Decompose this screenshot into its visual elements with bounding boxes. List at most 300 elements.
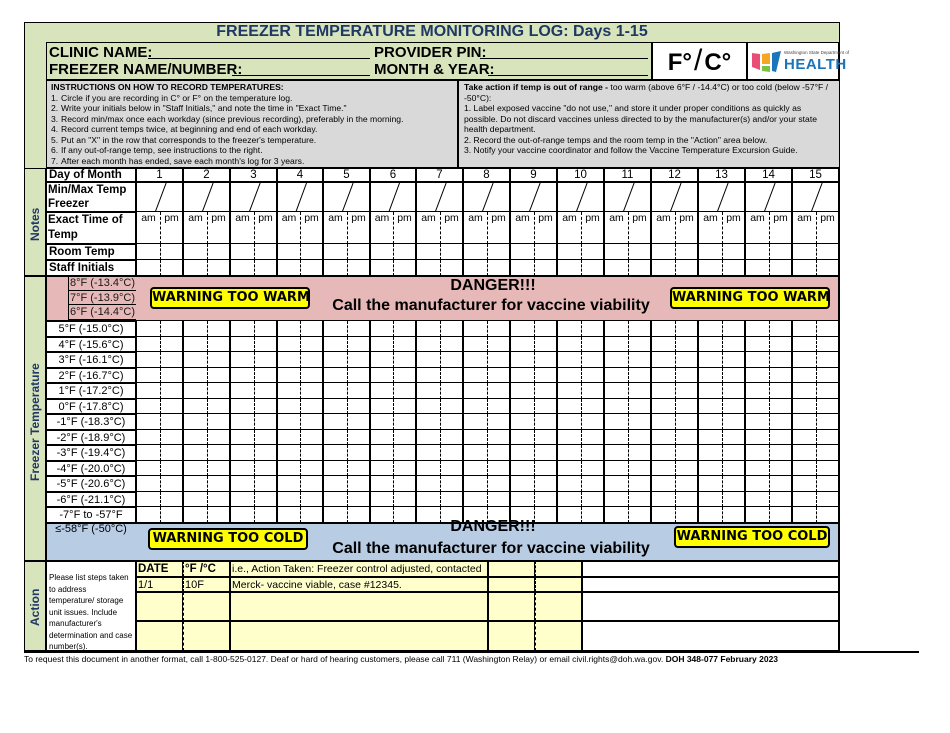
temp-pm-cell[interactable] bbox=[207, 399, 230, 415]
temp-am-cell[interactable] bbox=[510, 492, 534, 508]
temp-am-cell[interactable] bbox=[277, 383, 300, 399]
temp-pm-cell[interactable] bbox=[393, 399, 416, 415]
temp-pm-cell[interactable] bbox=[628, 430, 651, 446]
room-temp-pm-cell[interactable] bbox=[487, 244, 510, 260]
minmax-cell[interactable] bbox=[604, 182, 651, 212]
staff-initials-pm-cell[interactable] bbox=[628, 260, 651, 276]
temp-pm-cell[interactable] bbox=[816, 445, 839, 461]
action-cell[interactable] bbox=[535, 577, 582, 592]
temp-pm-cell[interactable] bbox=[207, 414, 230, 430]
clinic-name-field[interactable] bbox=[148, 58, 370, 59]
temp-pm-cell[interactable] bbox=[487, 352, 510, 368]
temp-am-cell[interactable] bbox=[463, 445, 487, 461]
temp-pm-cell[interactable] bbox=[300, 399, 323, 415]
temp-am-cell[interactable] bbox=[370, 414, 393, 430]
staff-initials-pm-cell[interactable] bbox=[347, 260, 370, 276]
room-temp-pm-cell[interactable] bbox=[534, 244, 557, 260]
temp-am-cell[interactable] bbox=[557, 383, 581, 399]
temp-am-cell[interactable] bbox=[230, 492, 254, 508]
temp-am-cell[interactable] bbox=[698, 507, 722, 523]
temp-pm-cell[interactable] bbox=[393, 352, 416, 368]
room-temp-am-cell[interactable] bbox=[510, 244, 534, 260]
temp-pm-cell[interactable] bbox=[722, 476, 745, 492]
temp-pm-cell[interactable] bbox=[628, 399, 651, 415]
temp-am-cell[interactable] bbox=[183, 476, 207, 492]
temp-pm-cell[interactable] bbox=[300, 352, 323, 368]
temp-am-cell[interactable] bbox=[277, 476, 300, 492]
temp-am-cell[interactable] bbox=[323, 321, 347, 337]
temp-am-cell[interactable] bbox=[230, 352, 254, 368]
temp-pm-cell[interactable] bbox=[581, 368, 604, 384]
action-cell[interactable] bbox=[183, 621, 230, 651]
temp-pm-cell[interactable] bbox=[160, 337, 183, 353]
action-cell[interactable] bbox=[230, 621, 488, 651]
minmax-cell[interactable] bbox=[792, 182, 839, 212]
temp-pm-cell[interactable] bbox=[581, 492, 604, 508]
temp-am-cell[interactable] bbox=[604, 507, 628, 523]
room-temp-pm-cell[interactable] bbox=[347, 244, 370, 260]
temp-pm-cell[interactable] bbox=[769, 368, 792, 384]
temp-am-cell[interactable] bbox=[698, 383, 722, 399]
temp-pm-cell[interactable] bbox=[581, 414, 604, 430]
temp-am-cell[interactable] bbox=[136, 399, 160, 415]
staff-initials-pm-cell[interactable] bbox=[675, 260, 698, 276]
staff-initials-am-cell[interactable] bbox=[183, 260, 207, 276]
temp-am-cell[interactable] bbox=[651, 321, 675, 337]
temp-pm-cell[interactable] bbox=[160, 414, 183, 430]
temp-pm-cell[interactable] bbox=[722, 492, 745, 508]
temp-pm-cell[interactable] bbox=[816, 368, 839, 384]
room-temp-pm-cell[interactable] bbox=[160, 244, 183, 260]
temp-am-cell[interactable] bbox=[463, 368, 487, 384]
temp-pm-cell[interactable] bbox=[393, 383, 416, 399]
temp-am-cell[interactable] bbox=[745, 337, 769, 353]
temp-pm-cell[interactable] bbox=[581, 352, 604, 368]
temp-pm-cell[interactable] bbox=[254, 430, 277, 446]
temp-am-cell[interactable] bbox=[745, 321, 769, 337]
minmax-cell[interactable] bbox=[698, 182, 745, 212]
temp-pm-cell[interactable] bbox=[160, 321, 183, 337]
temp-am-cell[interactable] bbox=[136, 337, 160, 353]
temp-am-cell[interactable] bbox=[323, 337, 347, 353]
temp-am-cell[interactable] bbox=[792, 507, 816, 523]
temp-am-cell[interactable] bbox=[651, 461, 675, 477]
temp-pm-cell[interactable] bbox=[254, 337, 277, 353]
temp-am-cell[interactable] bbox=[230, 383, 254, 399]
staff-initials-pm-cell[interactable] bbox=[534, 260, 557, 276]
temp-pm-cell[interactable] bbox=[440, 430, 463, 446]
minmax-cell[interactable] bbox=[136, 182, 183, 212]
temp-pm-cell[interactable] bbox=[628, 352, 651, 368]
temp-pm-cell[interactable] bbox=[300, 383, 323, 399]
temp-am-cell[interactable] bbox=[604, 414, 628, 430]
action-cell[interactable] bbox=[488, 577, 535, 592]
action-cell[interactable] bbox=[535, 621, 582, 651]
temp-am-cell[interactable] bbox=[416, 414, 440, 430]
temp-am-cell[interactable] bbox=[183, 352, 207, 368]
temp-pm-cell[interactable] bbox=[393, 445, 416, 461]
temp-am-cell[interactable] bbox=[651, 414, 675, 430]
temp-am-cell[interactable] bbox=[277, 492, 300, 508]
temp-am-cell[interactable] bbox=[323, 461, 347, 477]
temp-am-cell[interactable] bbox=[416, 492, 440, 508]
minmax-cell[interactable] bbox=[277, 182, 323, 212]
temp-pm-cell[interactable] bbox=[675, 492, 698, 508]
temp-am-cell[interactable] bbox=[604, 383, 628, 399]
temp-pm-cell[interactable] bbox=[300, 507, 323, 523]
temp-am-cell[interactable] bbox=[604, 399, 628, 415]
temp-pm-cell[interactable] bbox=[769, 476, 792, 492]
minmax-cell[interactable] bbox=[557, 182, 604, 212]
temp-am-cell[interactable] bbox=[698, 399, 722, 415]
temp-pm-cell[interactable] bbox=[769, 399, 792, 415]
temp-pm-cell[interactable] bbox=[487, 321, 510, 337]
temp-am-cell[interactable] bbox=[277, 507, 300, 523]
minmax-cell[interactable] bbox=[183, 182, 230, 212]
minmax-cell[interactable] bbox=[370, 182, 416, 212]
staff-initials-am-cell[interactable] bbox=[792, 260, 816, 276]
temp-pm-cell[interactable] bbox=[534, 414, 557, 430]
temp-am-cell[interactable] bbox=[183, 368, 207, 384]
temp-am-cell[interactable] bbox=[698, 352, 722, 368]
staff-initials-am-cell[interactable] bbox=[463, 260, 487, 276]
staff-initials-pm-cell[interactable] bbox=[487, 260, 510, 276]
temp-pm-cell[interactable] bbox=[769, 321, 792, 337]
staff-initials-am-cell[interactable] bbox=[510, 260, 534, 276]
temp-am-cell[interactable] bbox=[557, 368, 581, 384]
temp-am-cell[interactable] bbox=[792, 337, 816, 353]
staff-initials-am-cell[interactable] bbox=[604, 260, 628, 276]
temp-am-cell[interactable] bbox=[604, 445, 628, 461]
temp-am-cell[interactable] bbox=[745, 368, 769, 384]
temp-pm-cell[interactable] bbox=[160, 492, 183, 508]
temp-am-cell[interactable] bbox=[323, 414, 347, 430]
temp-pm-cell[interactable] bbox=[254, 445, 277, 461]
temp-pm-cell[interactable] bbox=[628, 321, 651, 337]
temp-am-cell[interactable] bbox=[416, 321, 440, 337]
temp-am-cell[interactable] bbox=[230, 368, 254, 384]
temp-am-cell[interactable] bbox=[323, 476, 347, 492]
temp-am-cell[interactable] bbox=[323, 352, 347, 368]
temp-am-cell[interactable] bbox=[745, 399, 769, 415]
temp-pm-cell[interactable] bbox=[581, 321, 604, 337]
celsius-option[interactable]: C° bbox=[704, 49, 732, 76]
temp-am-cell[interactable] bbox=[745, 507, 769, 523]
temp-am-cell[interactable] bbox=[792, 321, 816, 337]
temp-am-cell[interactable] bbox=[416, 368, 440, 384]
temp-pm-cell[interactable] bbox=[769, 445, 792, 461]
temp-pm-cell[interactable] bbox=[581, 399, 604, 415]
temp-pm-cell[interactable] bbox=[816, 337, 839, 353]
staff-initials-pm-cell[interactable] bbox=[816, 260, 839, 276]
temp-pm-cell[interactable] bbox=[816, 476, 839, 492]
temp-am-cell[interactable] bbox=[463, 476, 487, 492]
temp-pm-cell[interactable] bbox=[440, 352, 463, 368]
temp-pm-cell[interactable] bbox=[675, 383, 698, 399]
temp-am-cell[interactable] bbox=[323, 492, 347, 508]
temp-pm-cell[interactable] bbox=[769, 352, 792, 368]
temp-pm-cell[interactable] bbox=[207, 461, 230, 477]
temp-am-cell[interactable] bbox=[323, 368, 347, 384]
temp-pm-cell[interactable] bbox=[254, 399, 277, 415]
temp-pm-cell[interactable] bbox=[581, 430, 604, 446]
temp-pm-cell[interactable] bbox=[722, 352, 745, 368]
temp-am-cell[interactable] bbox=[604, 368, 628, 384]
action-cell[interactable] bbox=[183, 592, 230, 621]
temp-am-cell[interactable] bbox=[510, 476, 534, 492]
temp-am-cell[interactable] bbox=[136, 383, 160, 399]
temp-pm-cell[interactable] bbox=[254, 414, 277, 430]
temp-am-cell[interactable] bbox=[370, 399, 393, 415]
temp-am-cell[interactable] bbox=[183, 461, 207, 477]
temp-pm-cell[interactable] bbox=[581, 476, 604, 492]
temp-am-cell[interactable] bbox=[651, 383, 675, 399]
temp-am-cell[interactable] bbox=[277, 368, 300, 384]
temp-am-cell[interactable] bbox=[557, 461, 581, 477]
temp-pm-cell[interactable] bbox=[440, 461, 463, 477]
temp-am-cell[interactable] bbox=[136, 414, 160, 430]
temp-am-cell[interactable] bbox=[416, 383, 440, 399]
room-temp-pm-cell[interactable] bbox=[628, 244, 651, 260]
temp-am-cell[interactable] bbox=[698, 321, 722, 337]
temp-am-cell[interactable] bbox=[230, 507, 254, 523]
temp-pm-cell[interactable] bbox=[534, 368, 557, 384]
temp-am-cell[interactable] bbox=[416, 461, 440, 477]
temp-am-cell[interactable] bbox=[230, 399, 254, 415]
temp-am-cell[interactable] bbox=[698, 492, 722, 508]
temp-pm-cell[interactable] bbox=[816, 383, 839, 399]
temp-am-cell[interactable] bbox=[416, 337, 440, 353]
room-temp-am-cell[interactable] bbox=[136, 244, 160, 260]
temp-am-cell[interactable] bbox=[651, 399, 675, 415]
room-temp-am-cell[interactable] bbox=[463, 244, 487, 260]
staff-initials-pm-cell[interactable] bbox=[160, 260, 183, 276]
temp-pm-cell[interactable] bbox=[254, 352, 277, 368]
temp-pm-cell[interactable] bbox=[300, 321, 323, 337]
temp-am-cell[interactable] bbox=[323, 445, 347, 461]
temp-pm-cell[interactable] bbox=[300, 445, 323, 461]
temp-pm-cell[interactable] bbox=[722, 414, 745, 430]
temp-am-cell[interactable] bbox=[698, 461, 722, 477]
temp-am-cell[interactable] bbox=[370, 352, 393, 368]
temp-am-cell[interactable] bbox=[604, 321, 628, 337]
action-cell[interactable] bbox=[136, 592, 183, 621]
temp-am-cell[interactable] bbox=[463, 461, 487, 477]
temp-am-cell[interactable] bbox=[557, 414, 581, 430]
temp-am-cell[interactable] bbox=[370, 445, 393, 461]
temp-pm-cell[interactable] bbox=[160, 368, 183, 384]
temp-pm-cell[interactable] bbox=[440, 492, 463, 508]
temp-am-cell[interactable] bbox=[136, 445, 160, 461]
temp-pm-cell[interactable] bbox=[722, 337, 745, 353]
temp-pm-cell[interactable] bbox=[628, 445, 651, 461]
temp-pm-cell[interactable] bbox=[816, 492, 839, 508]
staff-initials-am-cell[interactable] bbox=[230, 260, 254, 276]
temp-pm-cell[interactable] bbox=[769, 507, 792, 523]
action-cell[interactable] bbox=[136, 621, 183, 651]
temp-am-cell[interactable] bbox=[604, 461, 628, 477]
temp-am-cell[interactable] bbox=[510, 461, 534, 477]
temp-pm-cell[interactable] bbox=[347, 352, 370, 368]
temp-am-cell[interactable] bbox=[370, 337, 393, 353]
temp-am-cell[interactable] bbox=[557, 492, 581, 508]
temp-pm-cell[interactable] bbox=[207, 337, 230, 353]
temp-pm-cell[interactable] bbox=[300, 492, 323, 508]
staff-initials-am-cell[interactable] bbox=[323, 260, 347, 276]
temp-am-cell[interactable] bbox=[183, 507, 207, 523]
temp-pm-cell[interactable] bbox=[675, 476, 698, 492]
temp-am-cell[interactable] bbox=[698, 445, 722, 461]
temp-pm-cell[interactable] bbox=[769, 430, 792, 446]
temp-pm-cell[interactable] bbox=[769, 337, 792, 353]
temp-pm-cell[interactable] bbox=[581, 383, 604, 399]
temp-am-cell[interactable] bbox=[510, 414, 534, 430]
temp-am-cell[interactable] bbox=[370, 321, 393, 337]
temp-am-cell[interactable] bbox=[792, 368, 816, 384]
temp-pm-cell[interactable] bbox=[347, 492, 370, 508]
minmax-cell[interactable] bbox=[416, 182, 463, 212]
temp-pm-cell[interactable] bbox=[675, 507, 698, 523]
temp-am-cell[interactable] bbox=[792, 430, 816, 446]
room-temp-pm-cell[interactable] bbox=[393, 244, 416, 260]
temp-am-cell[interactable] bbox=[698, 476, 722, 492]
temp-pm-cell[interactable] bbox=[393, 476, 416, 492]
temp-pm-cell[interactable] bbox=[675, 352, 698, 368]
temp-pm-cell[interactable] bbox=[675, 399, 698, 415]
room-temp-am-cell[interactable] bbox=[604, 244, 628, 260]
temp-pm-cell[interactable] bbox=[487, 383, 510, 399]
staff-initials-am-cell[interactable] bbox=[277, 260, 300, 276]
temp-pm-cell[interactable] bbox=[581, 461, 604, 477]
action-cell[interactable] bbox=[582, 592, 839, 621]
temp-am-cell[interactable] bbox=[557, 445, 581, 461]
temp-am-cell[interactable] bbox=[792, 399, 816, 415]
temp-pm-cell[interactable] bbox=[160, 507, 183, 523]
temp-pm-cell[interactable] bbox=[347, 461, 370, 477]
staff-initials-pm-cell[interactable] bbox=[722, 260, 745, 276]
action-cell[interactable] bbox=[582, 561, 839, 577]
temp-pm-cell[interactable] bbox=[487, 430, 510, 446]
temp-pm-cell[interactable] bbox=[769, 492, 792, 508]
staff-initials-am-cell[interactable] bbox=[370, 260, 393, 276]
temp-pm-cell[interactable] bbox=[675, 430, 698, 446]
staff-initials-am-cell[interactable] bbox=[745, 260, 769, 276]
temp-pm-cell[interactable] bbox=[816, 430, 839, 446]
temp-am-cell[interactable] bbox=[651, 352, 675, 368]
temp-pm-cell[interactable] bbox=[207, 507, 230, 523]
temp-pm-cell[interactable] bbox=[300, 430, 323, 446]
temp-am-cell[interactable] bbox=[136, 430, 160, 446]
temp-am-cell[interactable] bbox=[651, 430, 675, 446]
room-temp-am-cell[interactable] bbox=[277, 244, 300, 260]
room-temp-am-cell[interactable] bbox=[792, 244, 816, 260]
temp-am-cell[interactable] bbox=[510, 383, 534, 399]
temp-pm-cell[interactable] bbox=[534, 383, 557, 399]
temp-pm-cell[interactable] bbox=[300, 414, 323, 430]
temp-am-cell[interactable] bbox=[463, 414, 487, 430]
temp-am-cell[interactable] bbox=[463, 430, 487, 446]
temp-pm-cell[interactable] bbox=[347, 383, 370, 399]
temp-am-cell[interactable] bbox=[277, 399, 300, 415]
temp-pm-cell[interactable] bbox=[534, 430, 557, 446]
temp-pm-cell[interactable] bbox=[347, 414, 370, 430]
temp-am-cell[interactable] bbox=[557, 430, 581, 446]
staff-initials-am-cell[interactable] bbox=[416, 260, 440, 276]
temp-am-cell[interactable] bbox=[323, 383, 347, 399]
room-temp-pm-cell[interactable] bbox=[722, 244, 745, 260]
temp-am-cell[interactable] bbox=[277, 414, 300, 430]
temp-pm-cell[interactable] bbox=[534, 461, 557, 477]
temp-pm-cell[interactable] bbox=[440, 445, 463, 461]
minmax-cell[interactable] bbox=[323, 182, 370, 212]
temp-pm-cell[interactable] bbox=[347, 476, 370, 492]
temp-pm-cell[interactable] bbox=[628, 414, 651, 430]
temp-pm-cell[interactable] bbox=[254, 321, 277, 337]
temp-pm-cell[interactable] bbox=[816, 507, 839, 523]
room-temp-am-cell[interactable] bbox=[230, 244, 254, 260]
temp-am-cell[interactable] bbox=[510, 368, 534, 384]
temp-am-cell[interactable] bbox=[792, 414, 816, 430]
temp-pm-cell[interactable] bbox=[207, 368, 230, 384]
temp-am-cell[interactable] bbox=[230, 445, 254, 461]
room-temp-pm-cell[interactable] bbox=[581, 244, 604, 260]
temp-pm-cell[interactable] bbox=[347, 368, 370, 384]
temp-pm-cell[interactable] bbox=[722, 399, 745, 415]
temp-am-cell[interactable] bbox=[183, 430, 207, 446]
staff-initials-am-cell[interactable] bbox=[557, 260, 581, 276]
temp-pm-cell[interactable] bbox=[534, 352, 557, 368]
room-temp-am-cell[interactable] bbox=[323, 244, 347, 260]
temp-pm-cell[interactable] bbox=[816, 399, 839, 415]
temp-am-cell[interactable] bbox=[230, 476, 254, 492]
temp-pm-cell[interactable] bbox=[628, 492, 651, 508]
temp-am-cell[interactable] bbox=[323, 507, 347, 523]
temp-am-cell[interactable] bbox=[183, 399, 207, 415]
temp-am-cell[interactable] bbox=[136, 476, 160, 492]
temp-am-cell[interactable] bbox=[792, 476, 816, 492]
temp-am-cell[interactable] bbox=[463, 492, 487, 508]
temp-pm-cell[interactable] bbox=[347, 321, 370, 337]
temp-pm-cell[interactable] bbox=[534, 445, 557, 461]
temp-am-cell[interactable] bbox=[651, 445, 675, 461]
temp-am-cell[interactable] bbox=[792, 492, 816, 508]
temp-am-cell[interactable] bbox=[370, 430, 393, 446]
temp-pm-cell[interactable] bbox=[440, 383, 463, 399]
temp-pm-cell[interactable] bbox=[534, 399, 557, 415]
room-temp-am-cell[interactable] bbox=[370, 244, 393, 260]
temp-pm-cell[interactable] bbox=[254, 368, 277, 384]
temp-pm-cell[interactable] bbox=[207, 321, 230, 337]
temp-pm-cell[interactable] bbox=[675, 368, 698, 384]
temp-am-cell[interactable] bbox=[277, 352, 300, 368]
temp-am-cell[interactable] bbox=[463, 399, 487, 415]
temp-pm-cell[interactable] bbox=[534, 321, 557, 337]
temp-am-cell[interactable] bbox=[698, 368, 722, 384]
temp-am-cell[interactable] bbox=[183, 492, 207, 508]
staff-initials-am-cell[interactable] bbox=[136, 260, 160, 276]
temp-am-cell[interactable] bbox=[230, 414, 254, 430]
temp-am-cell[interactable] bbox=[463, 352, 487, 368]
room-temp-pm-cell[interactable] bbox=[816, 244, 839, 260]
room-temp-am-cell[interactable] bbox=[651, 244, 675, 260]
staff-initials-pm-cell[interactable] bbox=[207, 260, 230, 276]
temp-am-cell[interactable] bbox=[370, 383, 393, 399]
room-temp-am-cell[interactable] bbox=[183, 244, 207, 260]
temp-pm-cell[interactable] bbox=[487, 414, 510, 430]
temp-pm-cell[interactable] bbox=[393, 492, 416, 508]
temp-am-cell[interactable] bbox=[557, 399, 581, 415]
temp-pm-cell[interactable] bbox=[581, 445, 604, 461]
